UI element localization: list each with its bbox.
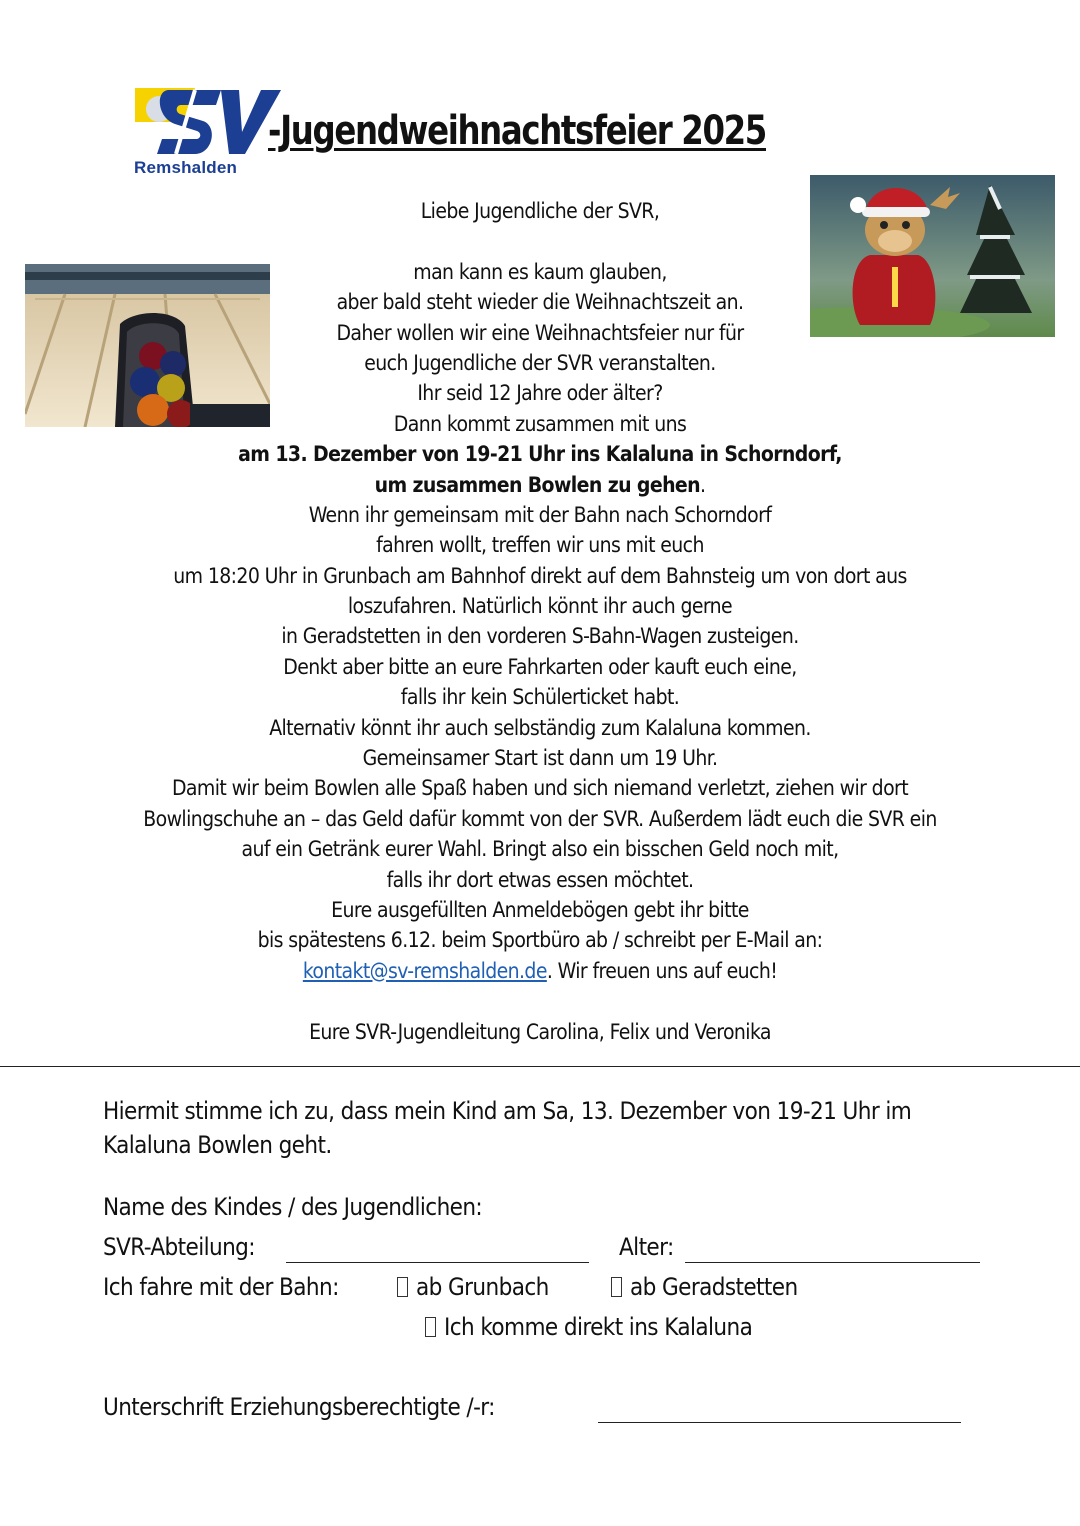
checkbox-grunbach[interactable] xyxy=(397,1277,408,1297)
blank-line xyxy=(40,226,1040,256)
department-label: SVR-Abteilung: xyxy=(103,1233,255,1261)
event-activity-suffix: . xyxy=(700,472,706,497)
signature-field[interactable] xyxy=(598,1396,961,1423)
letter-line: falls ihr dort etwas essen möchtet. xyxy=(386,867,694,892)
consent-statement xyxy=(103,1094,911,1162)
option-direct-label: Ich komme direkt ins Kalaluna xyxy=(444,1313,753,1341)
cut-line xyxy=(0,1066,1080,1067)
option-grunbach-label: ab Grunbach xyxy=(416,1273,549,1301)
blank-line xyxy=(40,986,1040,1016)
checkbox-direct[interactable] xyxy=(425,1317,436,1337)
letter-line: Bowlingschuhe an – das Geld dafür kommt von der SVR. Außerdem lädt euch die SVR ein xyxy=(143,806,937,831)
letter-line: Alternativ könnt ihr auch selbständig zum Kalaluna kommen. xyxy=(269,715,811,740)
email-suffix: . Wir freuen uns auf euch! xyxy=(546,958,778,983)
checkbox-geradstetten[interactable] xyxy=(611,1277,622,1297)
logo-subtitle: Remshalden xyxy=(134,158,238,177)
department-field[interactable] xyxy=(286,1236,589,1263)
event-date-line: am 13. Dezember von 19-21 Uhr ins Kalaluna in Schorndorf, xyxy=(238,442,842,467)
invitation-letter xyxy=(40,196,1040,1047)
letter-line: falls ihr kein Schülerticket habt. xyxy=(400,685,680,710)
letter-line: bis spätestens 6.12. beim Sportbüro ab / schreibt per E-Mail an: xyxy=(257,928,823,953)
page-title: -Jugendweihnachtsfeier 2025 xyxy=(268,108,766,154)
consent-line-1: Hiermit stimme ich zu, dass mein Kind am Sa, 13. Dezember von 19-21 Uhr im xyxy=(103,1097,912,1125)
option-geradstetten-label: ab Geradstetten xyxy=(630,1273,798,1301)
signoff: Eure SVR-Jugendleitung Carolina, Felix und Veronika xyxy=(309,1019,771,1044)
option-geradstetten[interactable] xyxy=(611,1273,798,1301)
age-label: Alter: xyxy=(619,1233,674,1261)
letter-line: Daher wollen wir eine Weihnachtsfeier nur für xyxy=(336,320,744,345)
letter-line: Denkt aber bitte an eure Fahrkarten oder kauft euch eine, xyxy=(283,654,797,679)
letter-line: aber bald steht wieder die Weihnachtszeit an. xyxy=(336,290,744,315)
letter-line: Damit wir beim Bowlen alle Spaß haben und sich niemand verletzt, ziehen wir dort xyxy=(171,776,908,801)
letter-line: Wenn ihr gemeinsam mit der Bahn nach Schorndorf xyxy=(308,502,772,527)
event-activity-text: um zusammen Bowlen zu gehen xyxy=(374,472,700,497)
letter-line: auf ein Getränk eurer Wahl. Bringt also ein bisschen Geld noch mit, xyxy=(241,837,839,862)
letter-line: loszufahren. Natürlich könnt ihr auch gerne xyxy=(347,594,733,619)
option-grunbach[interactable] xyxy=(397,1273,549,1301)
consent-line-2: Kalaluna Bowlen geht. xyxy=(103,1131,332,1159)
letter-line: Gemeinsamer Start ist dann um 19 Uhr. xyxy=(362,746,718,771)
svr-logo-graphic xyxy=(133,88,283,156)
email-link[interactable]: kontakt@sv-remshalden.de xyxy=(302,958,547,983)
letter-line: euch Jugendliche der SVR veranstalten. xyxy=(364,350,716,375)
age-field[interactable] xyxy=(685,1236,980,1263)
greeting: Liebe Jugendliche der SVR, xyxy=(420,199,660,223)
letter-line: fahren wollt, treffen wir uns mit euch xyxy=(376,533,704,558)
child-name-label: Name des Kindes / des Jugendlichen: xyxy=(103,1193,483,1221)
event-activity-line xyxy=(40,470,1040,500)
option-direct[interactable] xyxy=(425,1313,752,1341)
letter-line: Eure ausgefüllten Anmeldebögen gebt ihr bitte xyxy=(331,897,749,922)
letter-line: um 18:20 Uhr in Grunbach am Bahnhof direkt auf dem Bahnsteig um von dort aus xyxy=(173,563,907,588)
signature-label: Unterschrift Erziehungsberechtigte /-r: xyxy=(103,1393,495,1421)
letter-line: in Geradstetten in den vorderen S-Bahn-Wagen zusteigen. xyxy=(281,624,799,649)
email-line xyxy=(40,956,1040,986)
letter-line: man kann es kaum glauben, xyxy=(413,259,667,284)
letter-line: Ihr seid 12 Jahre oder älter? xyxy=(417,381,663,406)
train-label: Ich fahre mit der Bahn: xyxy=(103,1273,339,1301)
svr-logo xyxy=(133,88,283,178)
letter-line: Dann kommt zusammen mit uns xyxy=(393,411,687,436)
